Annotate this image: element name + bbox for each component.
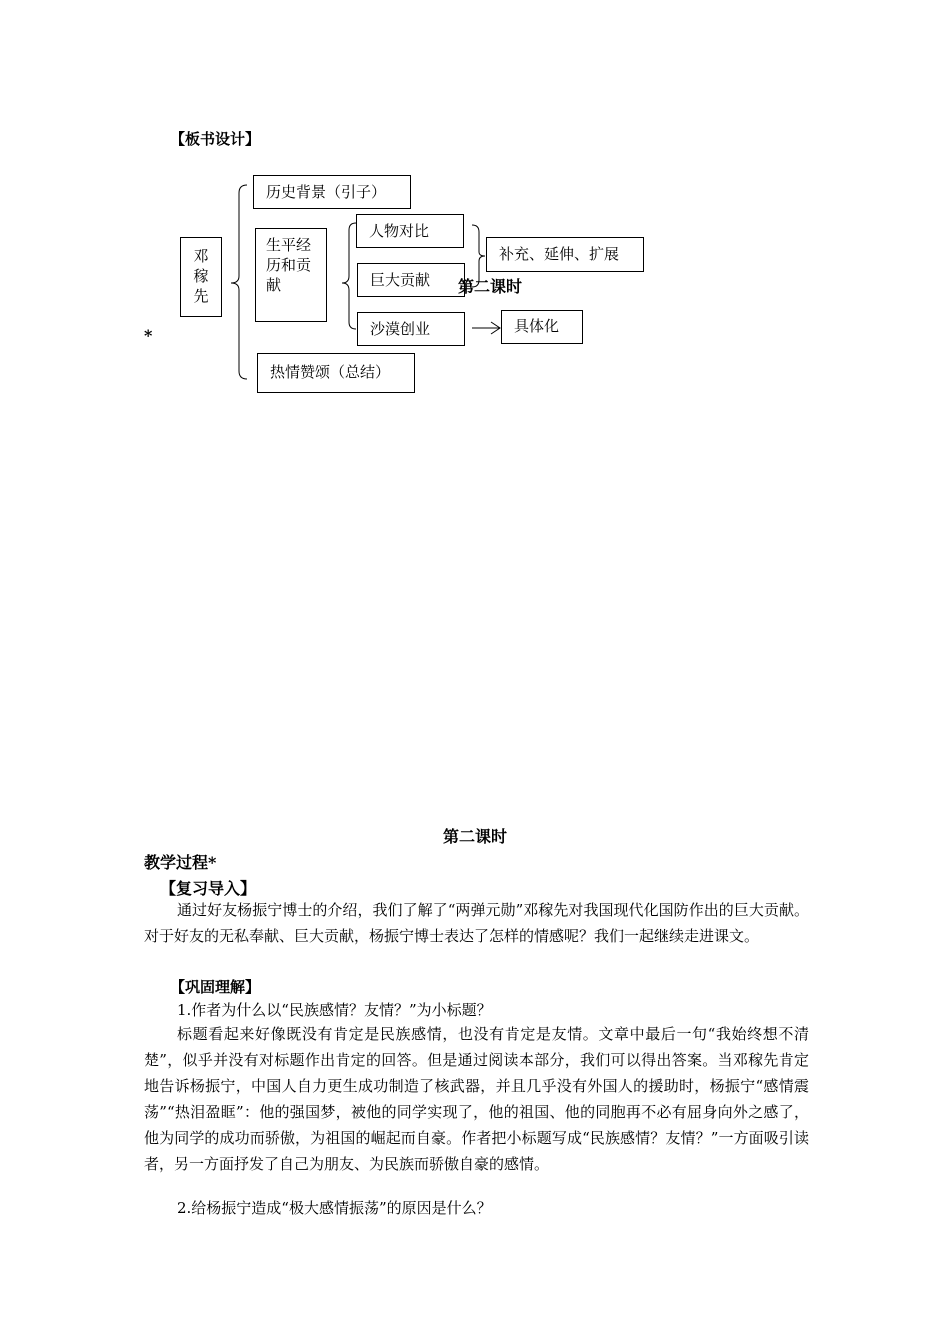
- star-marker: *: [144, 326, 153, 345]
- praise-label: 热情赞颂（总结）: [270, 363, 391, 381]
- review-heading: 【复习导入】: [160, 879, 257, 898]
- life-label: 生平经历和贡献: [266, 236, 312, 294]
- question-1: 1.作者为什么以“民族感情？友情？”为小标题？: [177, 1001, 492, 1019]
- sub-bracket: [342, 223, 356, 329]
- question-2: 2.给杨振宁造成“极大感情振荡”的原因是什么？: [177, 1199, 492, 1217]
- supplement-label: 补充、延伸、扩展: [499, 245, 620, 263]
- lesson-title: 第二课时: [442, 827, 507, 846]
- desert-box: [357, 312, 465, 346]
- desert-label: 沙漠创业: [370, 320, 431, 338]
- contribution-label: 巨大贡献: [370, 271, 431, 289]
- contribution-box: [357, 263, 465, 297]
- supplement-box: [486, 237, 644, 272]
- background-label: 历史背景（引子）: [266, 183, 387, 201]
- contrast-box: [356, 214, 464, 248]
- review-text: 通过好友杨振宁博士的介绍，我们了解了“两弹元勋”邓稼先对我国现代化国防作出的巨大贡献。对于好友的无私奉献、巨大贡献，杨振宁博士表达了怎样的情感呢？我们一起继续走进课文。: [144, 901, 809, 945]
- answer-1: 标题看起来好像既没有肯定是民族感情，也没有肯定是友情。文章中最后一句“我始终想不清楚”，似乎并没有对标题作出肯定的回答。但是通过阅读本部分，我们可以得出答案。当邓稼先肯定地告诉杨振宁，中国人自力更生成功制造了核武器，并且几乎没有外国人的援助时，杨振宁“感情震荡”“热泪盈眶”：他的强国梦，被他的同学实现了，他的祖国、他的同胞再不必有屈身向外之感了，他为同学的成功而骄傲，为祖国的崛起而自豪。作者把小标题写成“民族感情？友情？”一方面吸引读者，另一方面抒发了自己为朋友、为民族而骄傲自豪的感情。: [144, 1025, 809, 1173]
- main-bracket: [231, 185, 247, 379]
- concrete-box: [501, 310, 583, 344]
- root-box: [180, 237, 222, 317]
- process-heading: 教学过程*: [144, 853, 217, 872]
- background-box: [253, 175, 411, 209]
- mindmap-connectors: [0, 0, 950, 420]
- consolidate-heading: 【巩固理解】: [170, 978, 261, 996]
- concrete-label: 具体化: [514, 317, 560, 335]
- root-label: 邓稼先: [193, 247, 209, 305]
- contrast-label: 人物对比: [369, 222, 430, 240]
- board-design-heading: 【板书设计】: [170, 130, 261, 148]
- life-box: [255, 228, 327, 322]
- overlay-title: 第二课时: [458, 277, 523, 296]
- praise-box: [257, 353, 415, 393]
